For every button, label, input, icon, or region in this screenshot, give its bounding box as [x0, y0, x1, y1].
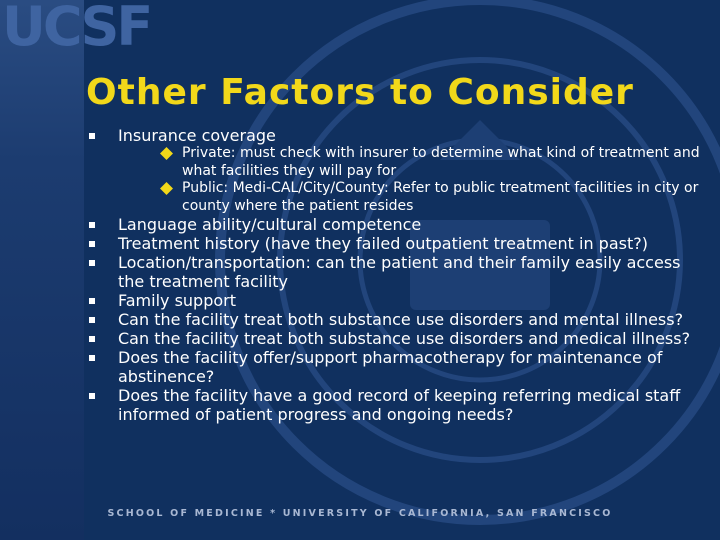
square-bullet-icon	[89, 260, 95, 266]
sub-bullet-text: Public: Medi-CAL/City/County: Refer to public treatment facilities in city or county where the patient resides	[182, 180, 699, 214]
bullet-text: Treatment history (have they failed outpatient treatment in past?)	[118, 234, 648, 253]
bullet-item	[86, 291, 706, 310]
square-bullet-icon	[89, 298, 95, 304]
bullet-item	[86, 126, 706, 215]
bullet-item	[86, 310, 706, 329]
square-bullet-icon	[89, 241, 95, 247]
bullet-item	[86, 329, 706, 348]
sub-bullet-item	[118, 145, 706, 180]
square-bullet-icon	[89, 222, 95, 228]
bullet-text: Can the facility treat both substance use disorders and mental illness?	[118, 310, 684, 329]
bullet-text: Insurance coverage	[118, 126, 276, 145]
slide-title: Other Factors to Consider	[86, 72, 634, 113]
ucsf-logo: UCSF	[2, 0, 151, 58]
bullet-text: Language ability/cultural competence	[118, 215, 422, 234]
bullet-text: Location/transportation: can the patient and their family easily access the treatment facility	[118, 253, 681, 291]
bullet-list-container	[86, 126, 706, 424]
bullet-text: Family support	[118, 291, 236, 310]
sub-bullet-list	[118, 145, 706, 215]
sub-bullet-item	[118, 180, 706, 215]
bullet-list	[86, 126, 706, 424]
bullet-item	[86, 215, 706, 234]
bullet-item	[86, 348, 706, 386]
bullet-text: Does the facility offer/support pharmacotherapy for maintenance of abstinence?	[118, 348, 663, 386]
bullet-item	[86, 253, 706, 291]
square-bullet-icon	[89, 355, 95, 361]
square-bullet-icon	[89, 393, 95, 399]
square-bullet-icon	[89, 336, 95, 342]
diamond-bullet-icon	[160, 147, 173, 160]
diamond-bullet-icon	[160, 182, 173, 195]
footer-text: SCHOOL OF MEDICINE * UNIVERSITY OF CALIFORNIA, SAN FRANCISCO	[107, 508, 613, 519]
square-bullet-icon	[89, 317, 95, 323]
bullet-text: Can the facility treat both substance use disorders and medical illness?	[118, 329, 691, 348]
square-bullet-icon	[89, 133, 95, 139]
bullet-item	[86, 386, 706, 424]
sub-bullet-text: Private: must check with insurer to determine what kind of treatment and what facilities they will pay for	[182, 145, 700, 179]
bullet-item	[86, 234, 706, 253]
bullet-text: Does the facility have a good record of keeping referring medical staff informed of patient progress and ongoing needs?	[118, 386, 681, 424]
